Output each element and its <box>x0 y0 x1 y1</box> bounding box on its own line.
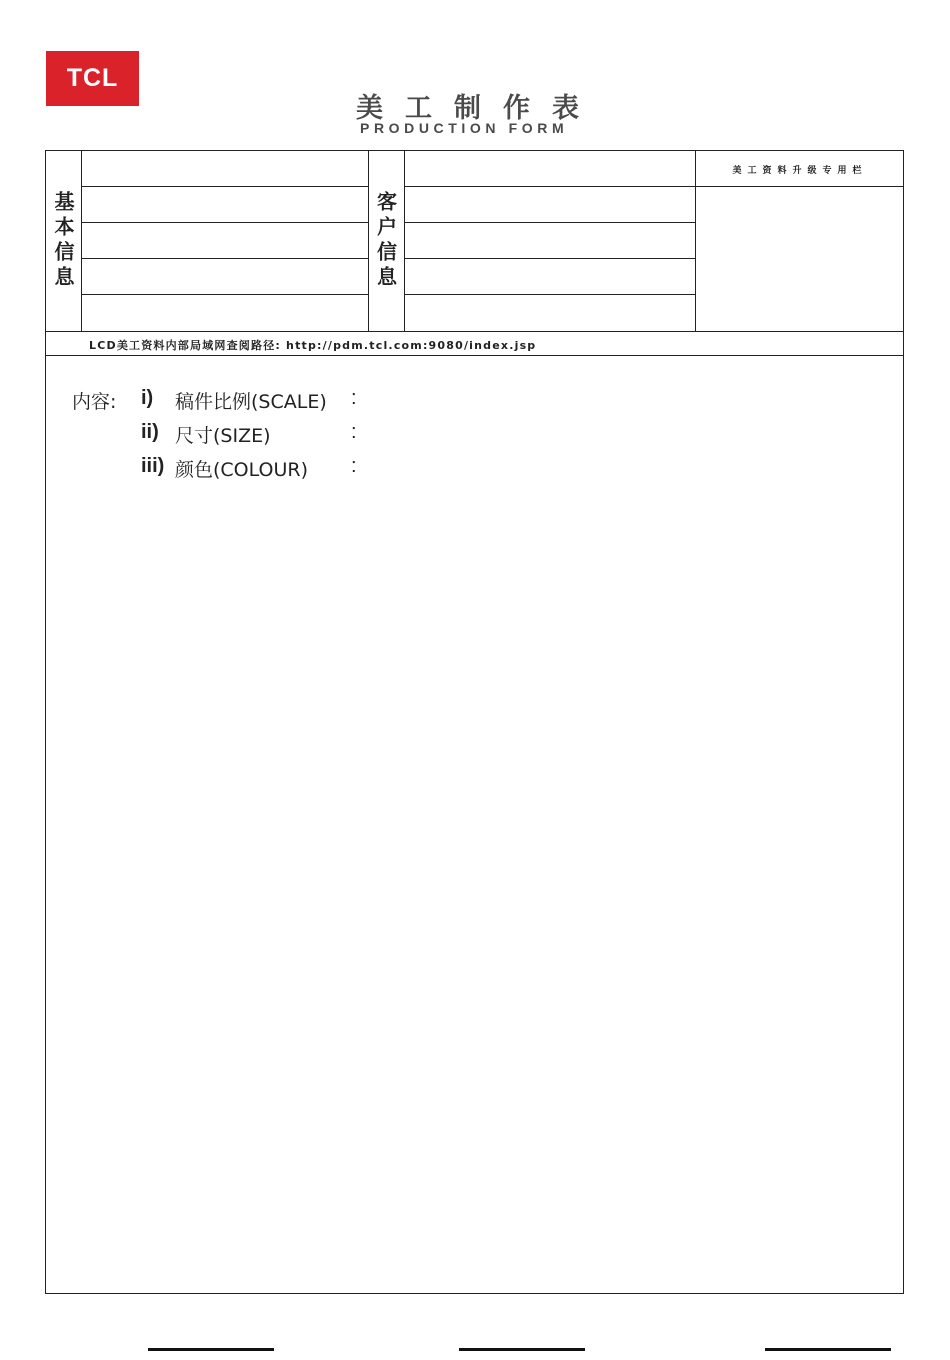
basic-field-line-4 <box>81 294 368 295</box>
customer-info-label: 客户信息 <box>373 191 398 291</box>
basic-field-line-3 <box>81 258 368 259</box>
logo-text: TCL <box>66 64 119 92</box>
signature-line-1 <box>148 1348 274 1351</box>
spec-colon: : <box>351 387 357 409</box>
spec-colon: : <box>351 455 357 477</box>
intranet-url-text: LCD美工资料内部局域网查阅路径: http://pdm.tcl.com:9080/index.jsp <box>89 339 537 352</box>
customer-field-line-4 <box>404 294 695 295</box>
spec-colon: : <box>351 421 357 443</box>
spec-number: ii) <box>141 421 159 443</box>
intranet-url-row <box>46 331 903 356</box>
spec-label-size: 尺寸(SIZE) <box>175 425 271 447</box>
tcl-logo <box>46 51 139 106</box>
spec-number: i) <box>141 387 154 409</box>
content-label: 内容: <box>72 391 117 413</box>
basic-field-line-1 <box>81 186 368 187</box>
basic-field-line-2 <box>81 222 368 223</box>
spec-label-colour: 颜色(COLOUR) <box>175 459 309 481</box>
signature-line-2 <box>459 1348 585 1351</box>
customer-field-line-2 <box>404 222 695 223</box>
form-title-chinese: 美工制作表 <box>356 93 601 124</box>
production-form <box>45 150 904 1294</box>
divider-customer-label <box>404 151 405 331</box>
divider-basic-label <box>81 151 82 331</box>
customer-field-line-1 <box>404 186 695 187</box>
upgrade-column-label: 美工资料升级专用栏 <box>732 165 868 176</box>
signature-line-3 <box>765 1348 891 1351</box>
basic-info-label: 基本信息 <box>51 191 75 291</box>
form-title-english: PRODUCTION FORM <box>360 120 569 136</box>
spec-number: iii) <box>141 455 165 477</box>
spec-label-scale: 稿件比例(SCALE) <box>175 391 327 413</box>
customer-field-line-3 <box>404 258 695 259</box>
